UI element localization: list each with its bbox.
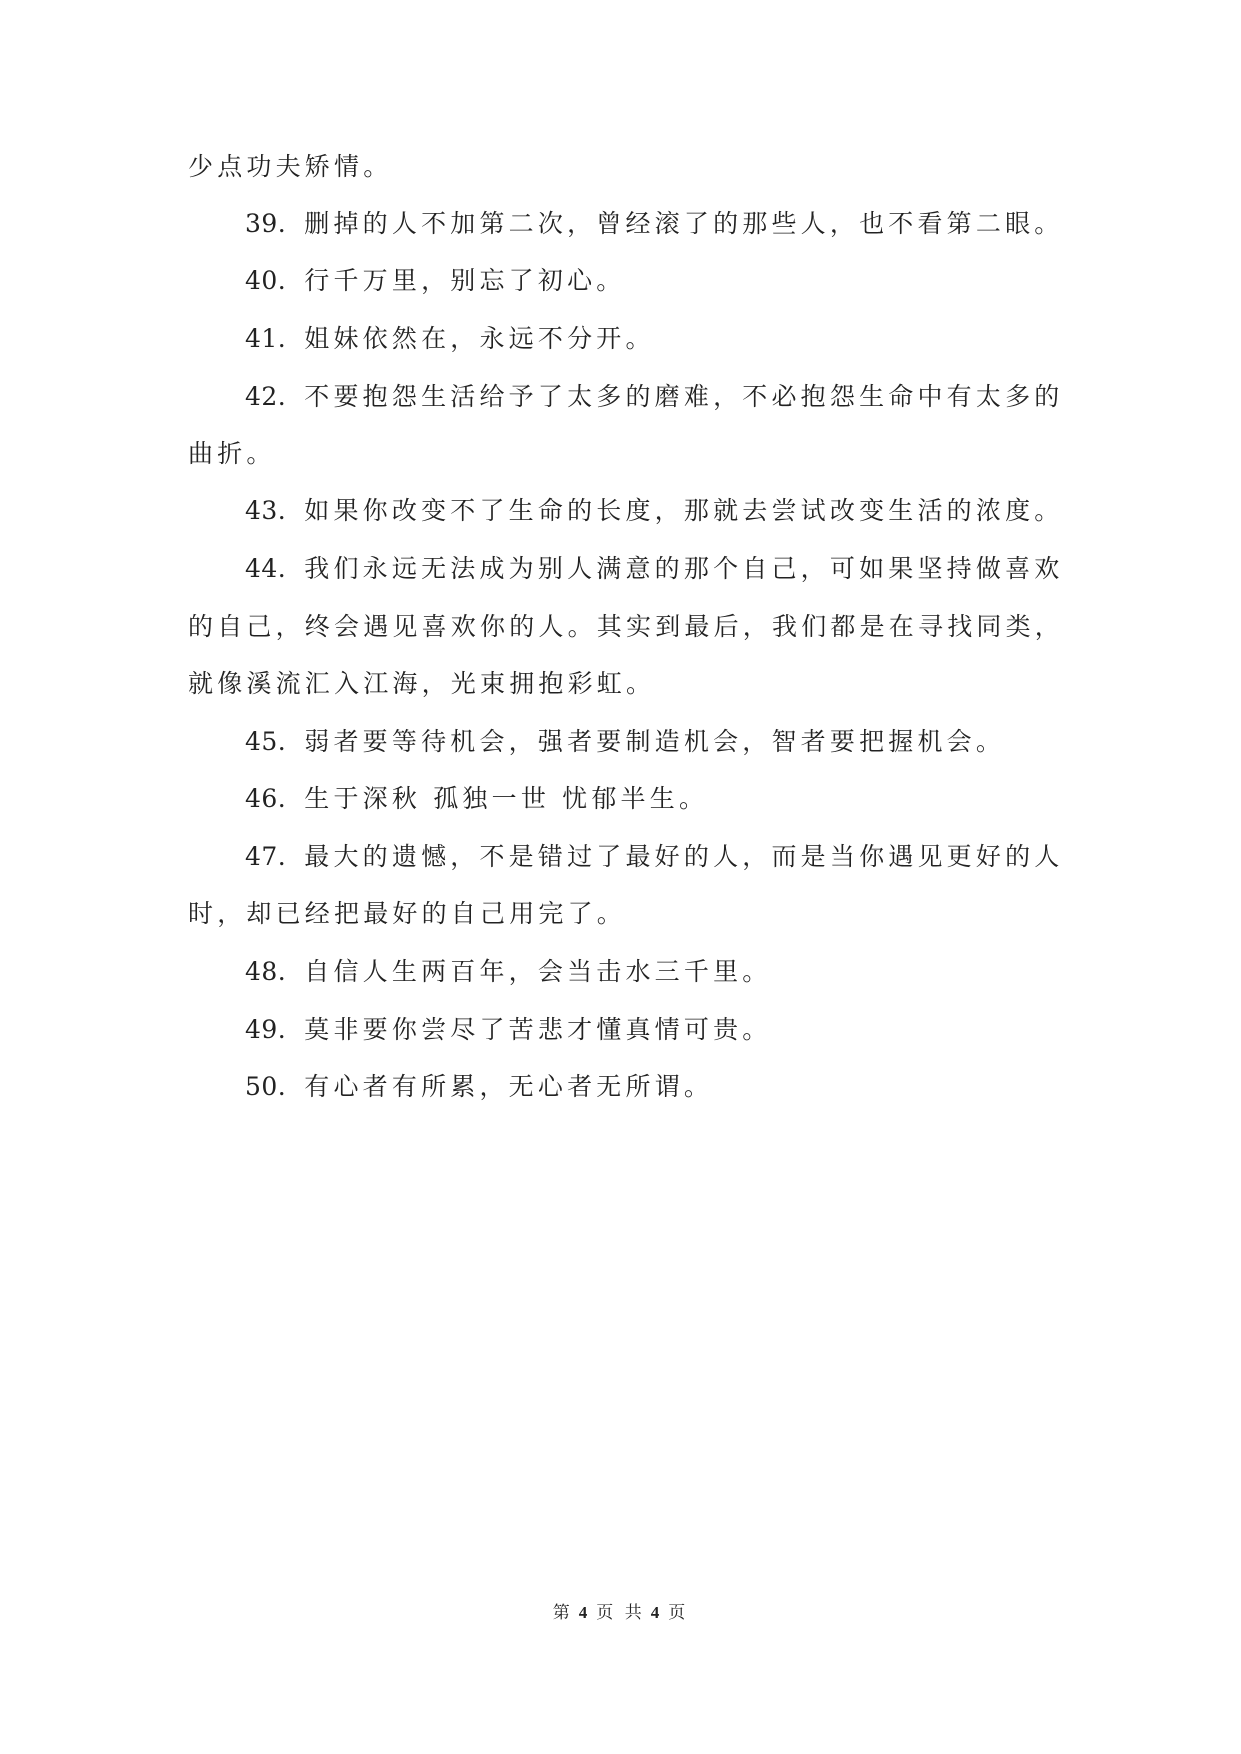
item-text: 不要抱怨生活给予了太多的磨难，不必抱怨生命中有太多的 xyxy=(304,382,1064,411)
line-text: 就像溪流汇入江海，光束拥抱彩虹。 xyxy=(188,669,656,698)
list-item-45 xyxy=(245,725,1005,759)
item-number: 39. xyxy=(245,209,287,238)
item-number: 47. xyxy=(245,842,287,871)
list-item-48 xyxy=(245,955,771,989)
item-number: 45. xyxy=(245,727,287,756)
paragraph-line xyxy=(188,897,626,931)
footer-suffix: 页 xyxy=(668,1603,689,1623)
line-text: 曲折。 xyxy=(188,439,276,468)
item-text: 有心者有所累，无心者无所谓。 xyxy=(304,1072,714,1101)
item-number: 41. xyxy=(245,324,287,353)
item-text: 行千万里，别忘了初心。 xyxy=(304,266,626,295)
paragraph-line xyxy=(188,610,1064,644)
footer-prefix: 第 xyxy=(552,1603,573,1623)
list-item-39 xyxy=(245,207,1063,241)
line-text: 时，却已经把最好的自己用完了。 xyxy=(188,899,627,928)
item-number: 48. xyxy=(245,957,287,986)
item-text: 我们永远无法成为别人满意的那个自己，可如果坚持做喜欢 xyxy=(304,554,1064,583)
footer-middle: 页 共 xyxy=(596,1603,645,1623)
item-text: 如果你改变不了生命的长度，那就去尝试改变生活的浓度。 xyxy=(304,496,1064,525)
footer-total-pages: 4 xyxy=(650,1603,663,1622)
page-footer xyxy=(0,1598,1241,1623)
list-item-40 xyxy=(245,264,625,298)
list-item-46 xyxy=(245,782,708,816)
item-text: 自信人生两百年，会当击水三千里。 xyxy=(304,957,772,986)
paragraph-line xyxy=(188,437,276,471)
list-item-41 xyxy=(245,322,655,356)
item-text: 删掉的人不加第二次，曾经滚了的那些人，也不看第二眼。 xyxy=(304,209,1064,238)
paragraph-line xyxy=(188,150,392,184)
list-item-42 xyxy=(245,380,1063,414)
paragraph-line xyxy=(188,667,655,701)
line-text: 少点功夫矫情。 xyxy=(188,152,393,181)
item-number: 50. xyxy=(245,1072,287,1101)
list-item-43 xyxy=(245,494,1063,528)
line-text: 的自己，终会遇见喜欢你的人。其实到最后，我们都是在寻找同类， xyxy=(188,612,1065,641)
item-text: 弱者要等待机会，强者要制造机会，智者要把握机会。 xyxy=(304,727,1006,756)
footer-current-page: 4 xyxy=(578,1603,591,1622)
item-number: 49. xyxy=(245,1015,287,1044)
item-text: 生于深秋 孤独一世 忧郁半生。 xyxy=(304,784,709,813)
item-text: 最大的遗憾，不是错过了最好的人，而是当你遇见更好的人 xyxy=(304,842,1064,871)
item-number: 43. xyxy=(245,496,287,525)
item-text: 莫非要你尝尽了苦悲才懂真情可贵。 xyxy=(304,1015,772,1044)
list-item-50 xyxy=(245,1070,713,1104)
item-text: 姐妹依然在，永远不分开。 xyxy=(304,324,655,353)
item-number: 40. xyxy=(245,266,287,295)
list-item-44 xyxy=(245,552,1063,586)
list-item-49 xyxy=(245,1013,771,1047)
item-number: 46. xyxy=(245,784,287,813)
list-item-47 xyxy=(245,840,1063,874)
item-number: 42. xyxy=(245,382,287,411)
item-number: 44. xyxy=(245,554,287,583)
